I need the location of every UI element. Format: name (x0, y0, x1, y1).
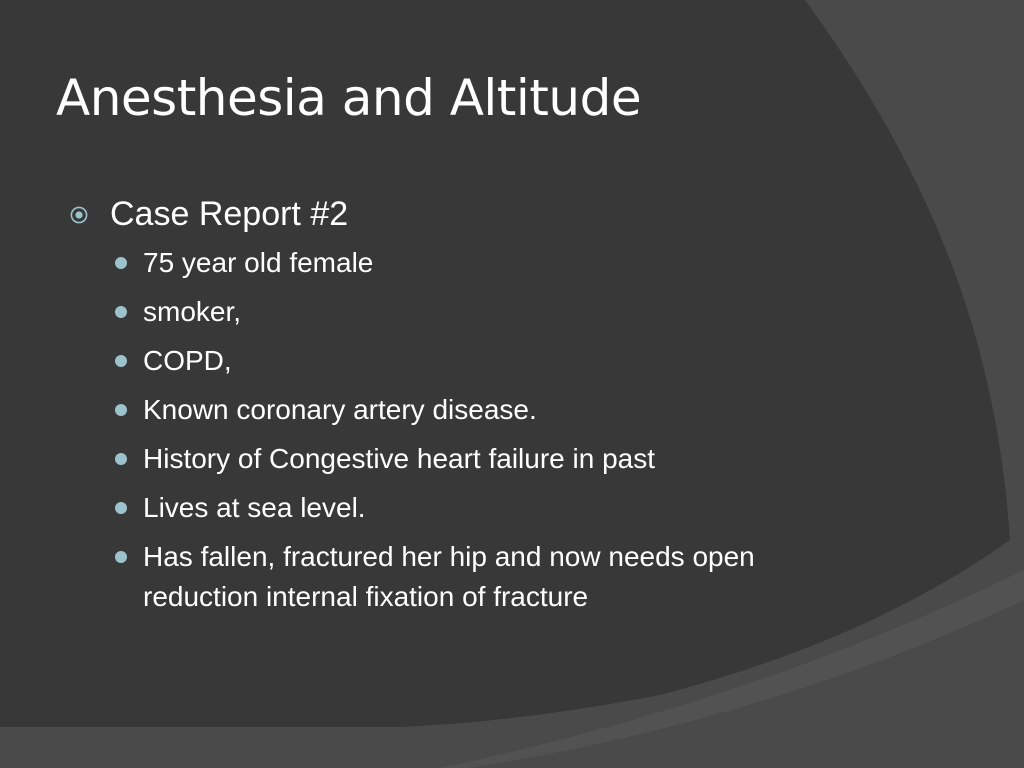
dot-icon (115, 257, 127, 269)
slide-title: Anesthesia and Altitude (56, 69, 642, 127)
list-item (70, 488, 830, 528)
circled-dot-icon (70, 206, 88, 224)
list-item (70, 341, 830, 381)
list-item (70, 292, 830, 332)
slide-body (70, 188, 830, 626)
list-item (70, 537, 830, 617)
list-item (70, 390, 830, 430)
list-item (70, 243, 830, 283)
case-details-list (70, 243, 830, 617)
dot-icon (115, 502, 127, 514)
list-item (70, 439, 830, 479)
case-report-heading (70, 188, 830, 240)
list-item-text: History of Congestive heart failure in past (143, 443, 656, 474)
dot-icon (115, 306, 127, 318)
list-item-text: Lives at sea level. (143, 492, 366, 523)
list-item-text: COPD, (143, 345, 232, 376)
dot-icon (115, 551, 127, 563)
case-report-heading-text: Case Report #2 (110, 195, 349, 233)
list-item-text: 75 year old female (143, 247, 374, 278)
dot-icon (115, 453, 127, 465)
dot-icon (115, 355, 127, 367)
list-item-text: Known coronary artery disease. (143, 394, 537, 425)
list-item-text: Has fallen, fractured her hip and now needs open reduction internal fixation of fracture (143, 541, 755, 612)
dot-icon (115, 404, 127, 416)
list-item-text: smoker, (143, 296, 242, 327)
